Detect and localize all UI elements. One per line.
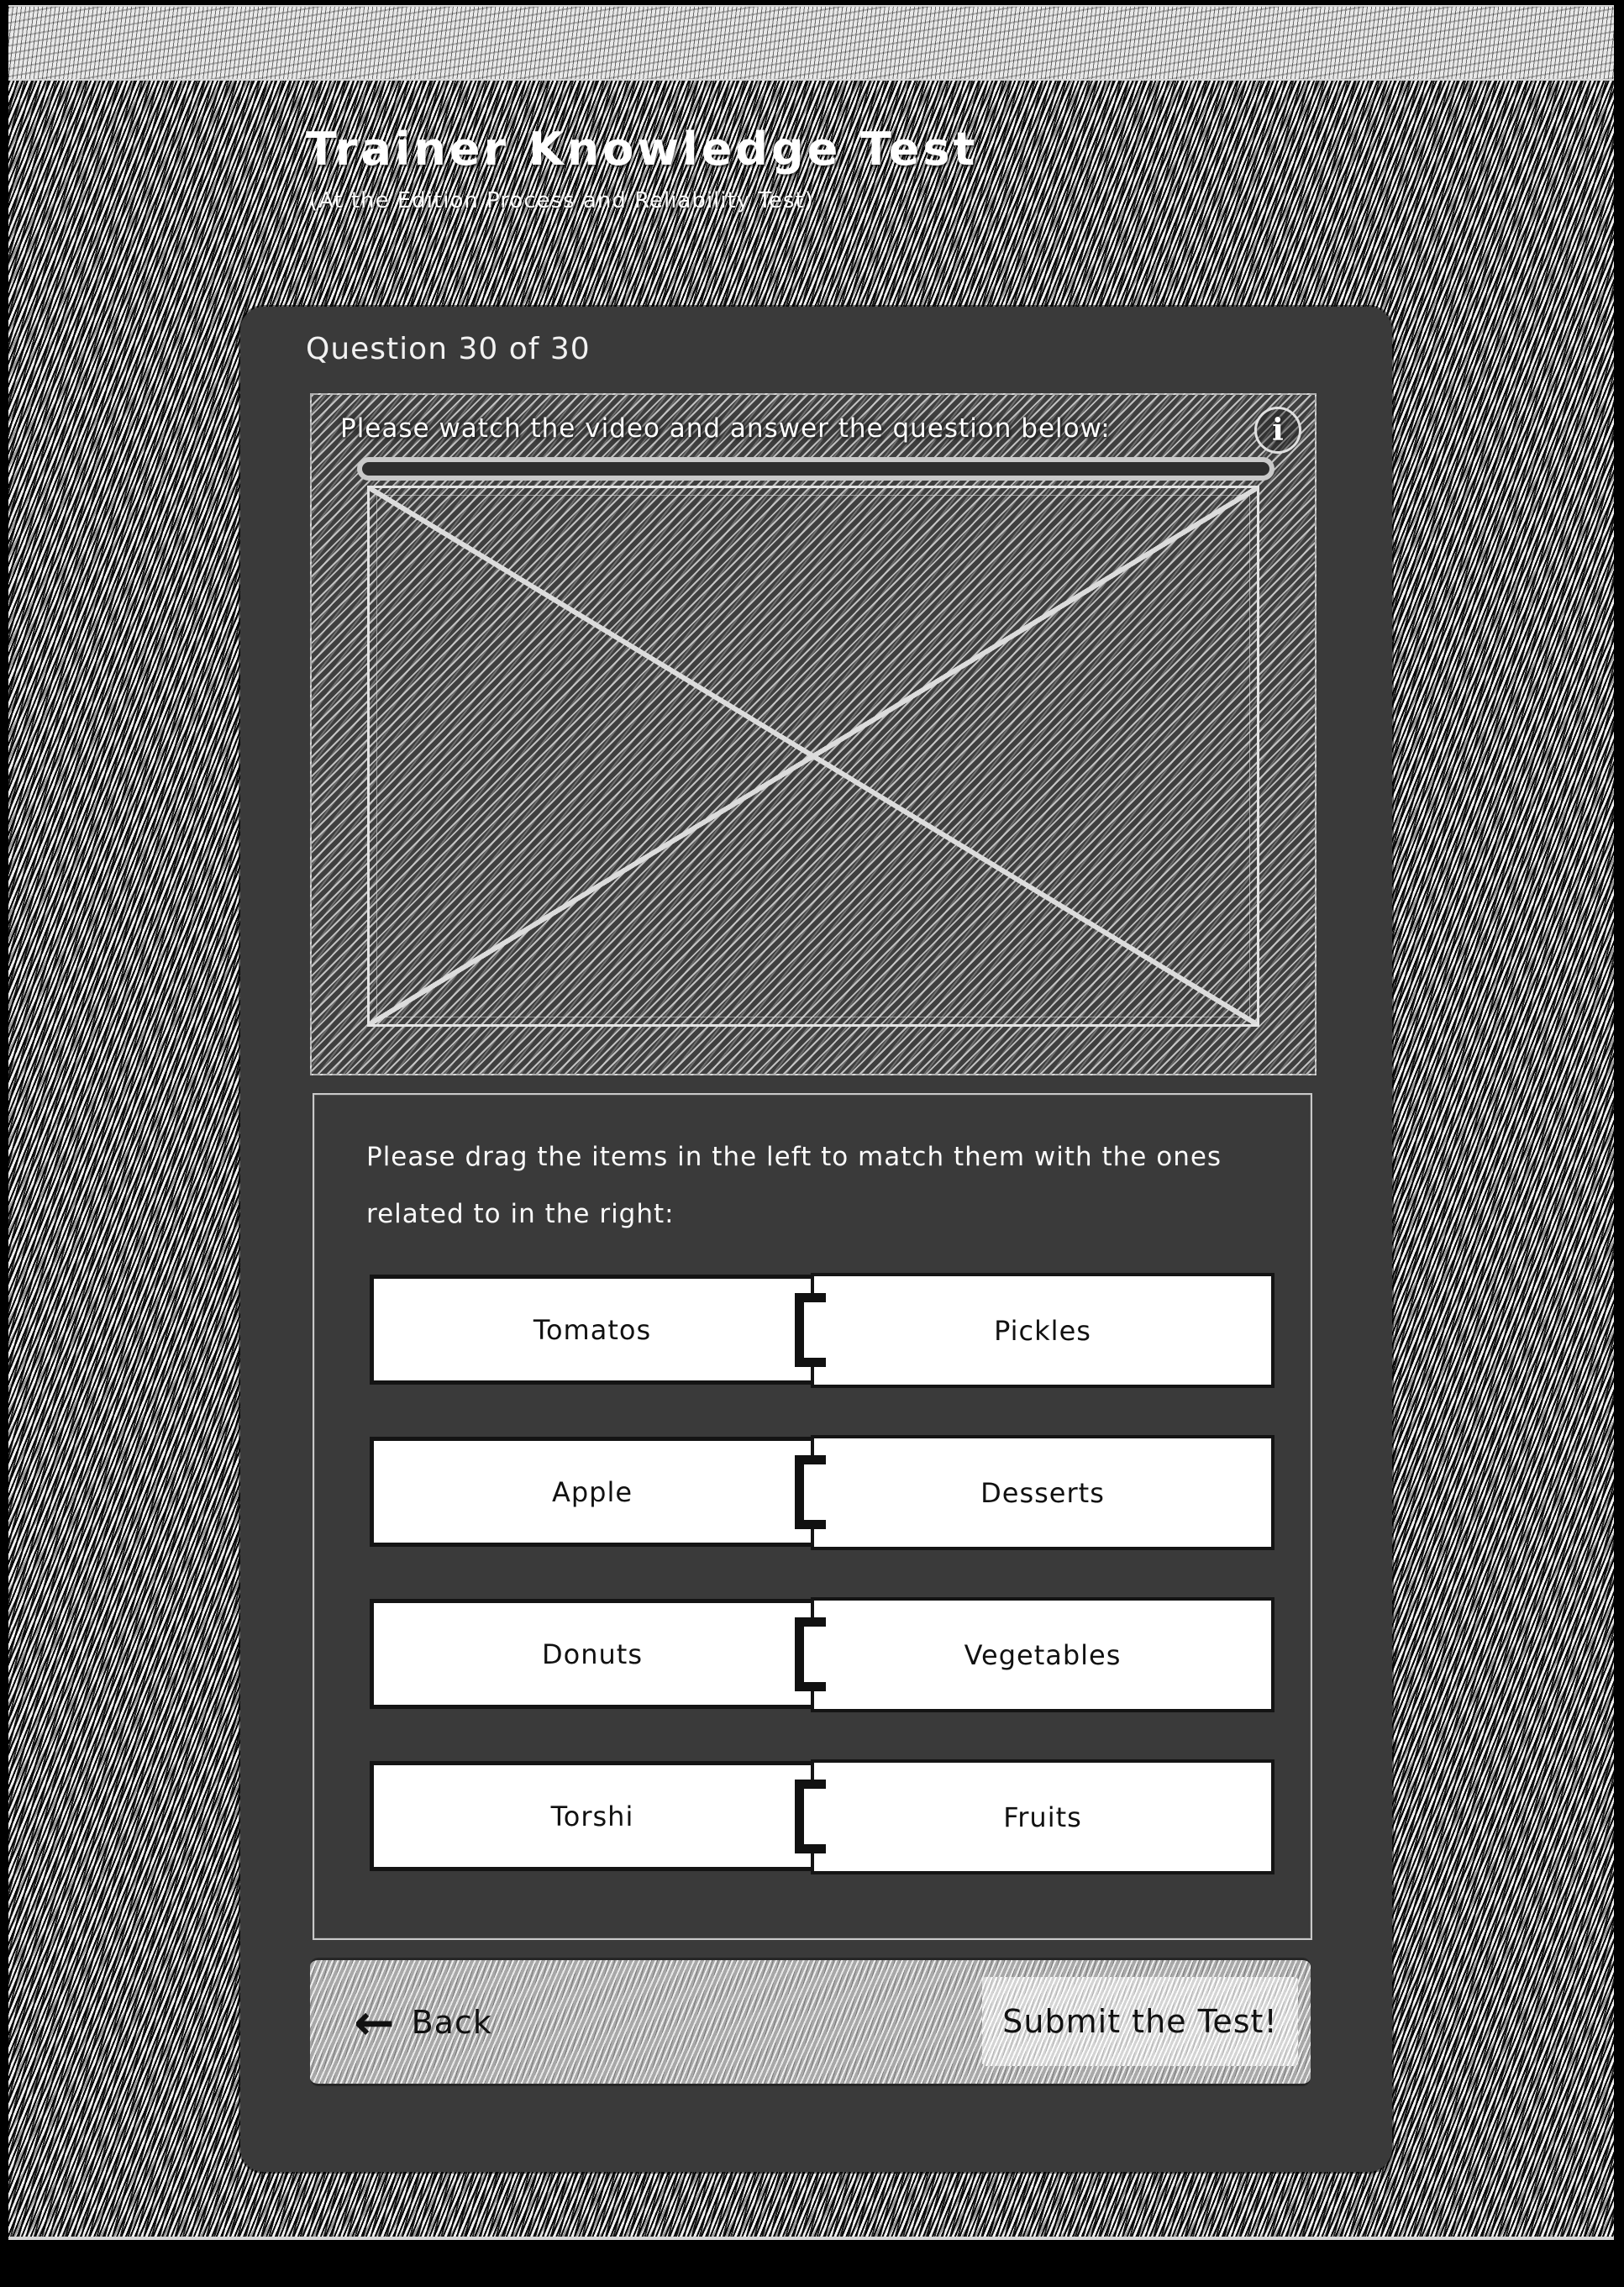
drag-item-label: Tomatos (533, 1313, 652, 1346)
video-panel (310, 393, 1317, 1075)
submit-test-button[interactable] (982, 1977, 1298, 2066)
drag-item-donuts[interactable] (370, 1599, 815, 1709)
drag-item-apple[interactable] (370, 1437, 815, 1547)
submit-button-label: Submit the Test! (1002, 2003, 1278, 2040)
match-row-2 (370, 1435, 1277, 1548)
drop-target-label: Desserts (980, 1476, 1105, 1509)
footer-bar (310, 1958, 1311, 2086)
back-button[interactable] (354, 1993, 492, 2051)
match-row-4 (370, 1759, 1277, 1873)
video-progress-bar[interactable] (357, 457, 1274, 481)
puzzle-notch-icon (795, 1455, 826, 1529)
drop-target-label: Pickles (994, 1314, 1091, 1347)
drag-instruction-line2: related to in the right: (366, 1199, 675, 1229)
video-placeholder[interactable] (367, 486, 1259, 1027)
info-icon-glyph: i (1272, 413, 1284, 448)
page-subtitle: (At the Edition Process and Reliability Test) (309, 188, 814, 213)
drag-item-label: Torshi (550, 1800, 634, 1832)
puzzle-notch-icon (795, 1617, 826, 1691)
drag-item-torshi[interactable] (370, 1761, 815, 1871)
info-icon[interactable] (1254, 407, 1301, 454)
page-title: Trainer Knowledge Test (306, 123, 979, 176)
drop-target-desserts[interactable] (811, 1435, 1274, 1550)
drag-item-tomatos[interactable] (370, 1275, 815, 1385)
drop-target-label: Vegetables (964, 1638, 1122, 1671)
match-row-1 (370, 1273, 1277, 1386)
drag-item-label: Donuts (542, 1638, 643, 1670)
drag-instruction-line1: Please drag the items in the left to match them with the ones (366, 1142, 1222, 1172)
drop-target-vegetables[interactable] (811, 1597, 1274, 1712)
drag-item-label: Apple (551, 1475, 633, 1508)
match-row-3 (370, 1597, 1277, 1711)
drop-target-pickles[interactable] (811, 1273, 1274, 1388)
drop-target-fruits[interactable] (811, 1759, 1274, 1874)
question-counter: Question 30 of 30 (306, 332, 591, 366)
question-panel (313, 1093, 1312, 1940)
video-prompt-text: Please watch the video and answer the question below: (340, 413, 1111, 444)
back-arrow-icon: ← (354, 1993, 395, 2051)
back-button-label: Back (411, 2003, 492, 2041)
puzzle-notch-icon (795, 1293, 826, 1367)
puzzle-notch-icon (795, 1780, 826, 1853)
test-card (240, 307, 1392, 2172)
top-scribble-band (8, 5, 1614, 82)
match-rows (370, 1273, 1277, 1922)
drop-target-label: Fruits (1003, 1801, 1082, 1833)
